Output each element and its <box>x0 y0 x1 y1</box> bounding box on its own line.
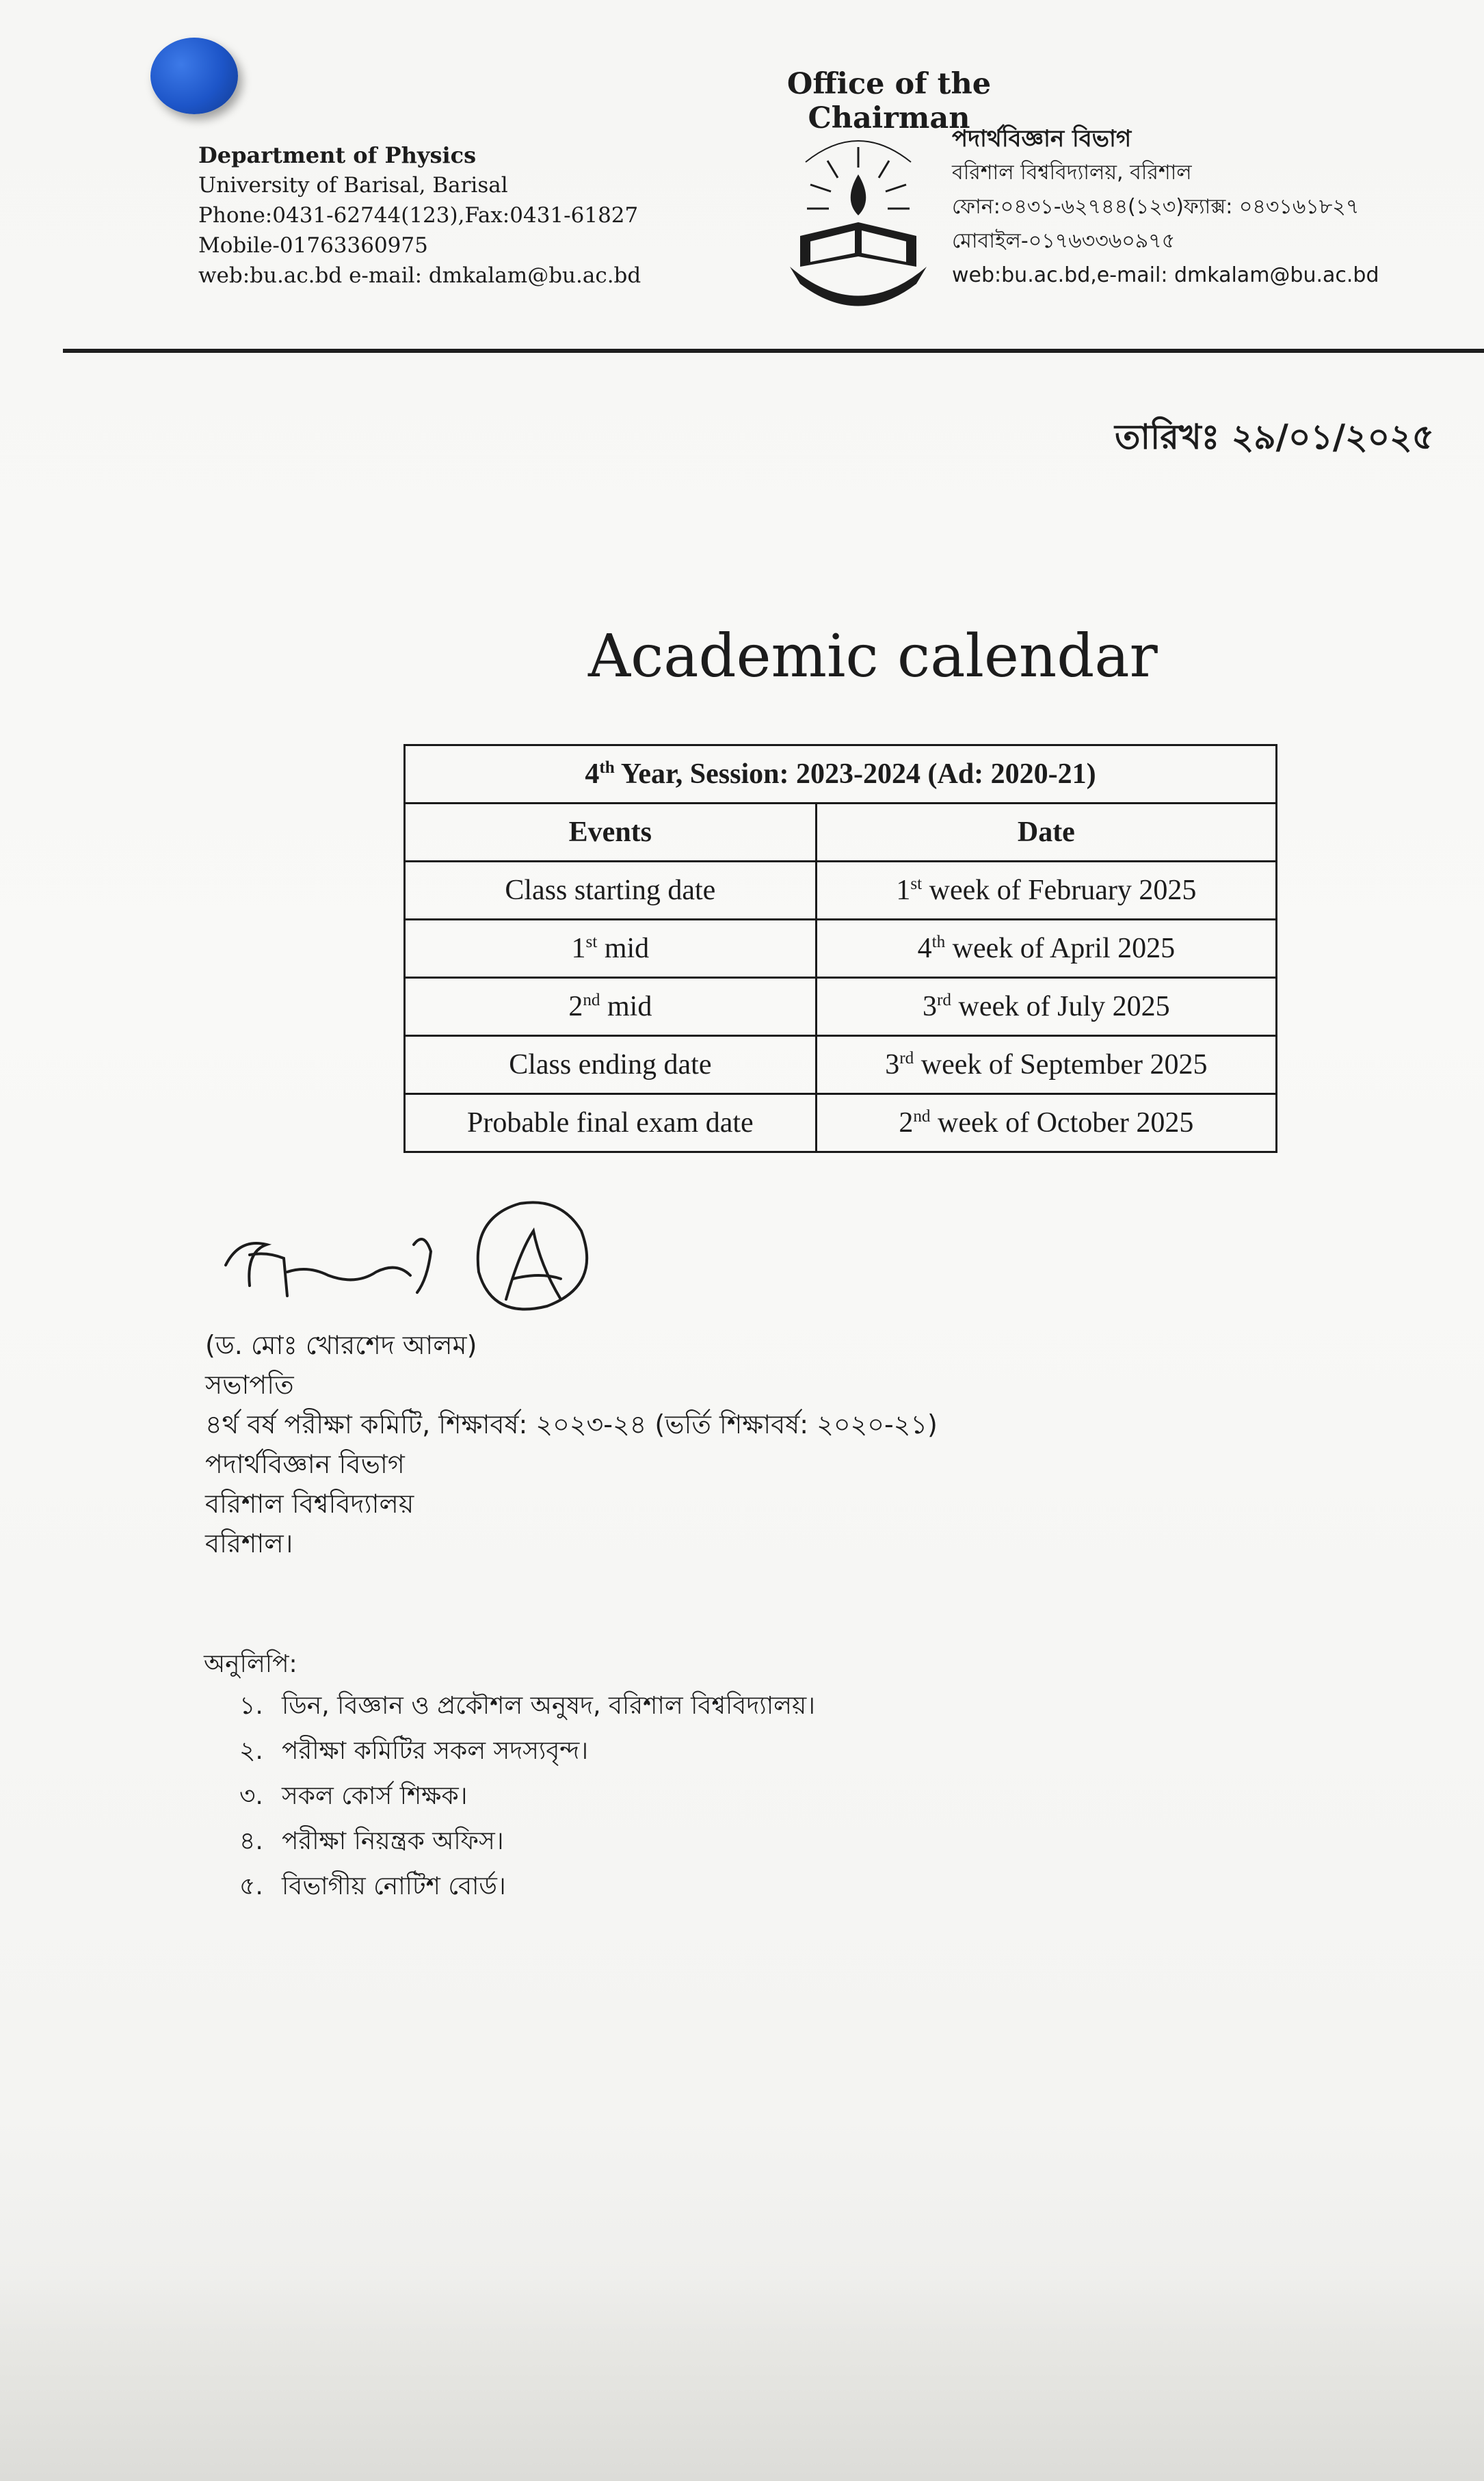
letterhead-bangla <box>952 122 1379 293</box>
date-cell: 3rd week of July 2025 <box>816 978 1276 1036</box>
date-cell: 2nd week of October 2025 <box>816 1094 1276 1152</box>
university-name-en: University of Barisal, Barisal <box>198 173 508 198</box>
mobile-en: Mobile-01763360975 <box>198 233 428 258</box>
signatory-department: পদার্থবিজ্ঞান বিভাগ <box>205 1449 405 1479</box>
date-cell: 3rd week of September 2025 <box>816 1036 1276 1094</box>
list-item: ৫. বিভাগীয় নোটিশ বোর্ড। <box>239 1872 506 1900</box>
office-title: Office of the Chairman <box>786 67 992 135</box>
academic-calendar-table <box>403 744 1277 1153</box>
event-cell: 1st mid <box>405 920 817 978</box>
table-row <box>405 1094 1277 1152</box>
table-row <box>405 978 1277 1036</box>
signatory-committee: ৪র্থ বর্ষ পরীক্ষা কমিটি, শিক্ষাবর্ষ: ২০২৩-২৪ (ভর্তি শিক্ষাবর্ষ: ২০২০-২১) <box>205 1409 938 1439</box>
background-surface <box>0 2277 1484 2481</box>
phone-fax-bn: ফোন:০৪৩১-৬২৭৪৪(১২৩)ফ্যাক্স: ০৪৩১৬১৮২৭ <box>952 195 1360 219</box>
session-heading <box>405 745 1277 804</box>
university-name-bn: বরিশাল বিশ্ববিদ্যালয়, বরিশাল <box>952 161 1192 185</box>
signatory-university: বরিশাল বিশ্ববিদ্যালয় <box>205 1489 414 1519</box>
mobile-bn: মোবাইল-০১৭৬৩৩৬০৯৭৫ <box>952 229 1176 253</box>
column-header-events: Events <box>405 804 817 862</box>
university-seal-logo <box>780 120 937 325</box>
session-year-number: 4 <box>585 758 600 790</box>
list-item: ১. ডিন, বিজ্ঞান ও প্রকৌশল অনুষদ, বরিশাল বিশ্ববিদ্যালয়। <box>239 1692 816 1720</box>
table-row <box>405 920 1277 978</box>
document-title: Academic calendar <box>588 622 1158 691</box>
date-cell: 1st week of February 2025 <box>816 862 1276 920</box>
web-email-bn: web:bu.ac.bd,e-mail: dmkalam@bu.ac.bd <box>952 263 1379 287</box>
session-text: Year, Session: 2023-2024 (Ad: 2020-21) <box>614 758 1096 790</box>
copy-recipients-list <box>239 1684 815 1909</box>
copy-list-title: অনুলিপি: <box>204 1650 297 1678</box>
signatory-city: বরিশাল। <box>205 1528 293 1558</box>
table-row <box>405 862 1277 920</box>
department-name-en: Department of Physics <box>198 142 477 168</box>
event-cell: Probable final exam date <box>405 1094 817 1152</box>
list-item: ২. পরীক্ষা কমিটির সকল সদস্যবৃন্দ। <box>239 1737 589 1765</box>
event-cell: Class starting date <box>405 862 817 920</box>
phone-fax-en: Phone:0431-62744(123),Fax:0431-61827 <box>198 203 639 228</box>
handwritten-signature <box>219 1190 657 1327</box>
signatory-name: (ড. মোঃ খোরশেদ আলম) <box>205 1330 477 1360</box>
list-item: ৩. সকল কোর্স শিক্ষক। <box>239 1782 468 1810</box>
web-email-en: web:bu.ac.bd e-mail: dmkalam@bu.ac.bd <box>198 263 641 288</box>
event-cell: Class ending date <box>405 1036 817 1094</box>
header-divider <box>63 349 1484 353</box>
list-item: ৪. পরীক্ষা নিয়ন্ত্রক অফিস। <box>239 1827 504 1855</box>
column-header-date: Date <box>816 804 1276 862</box>
signatory-block <box>205 1325 938 1563</box>
pushpin-icon <box>150 38 238 114</box>
event-cell: 2nd mid <box>405 978 817 1036</box>
issue-date: তারিখঃ ২৯/০১/২০২৫ <box>1115 417 1435 457</box>
session-year-suffix: th <box>599 758 615 777</box>
letterhead-english <box>198 140 641 291</box>
date-cell: 4th week of April 2025 <box>816 920 1276 978</box>
department-name-bn: পদার্থবিজ্ঞান বিভাগ <box>952 125 1132 152</box>
signatory-designation: সভাপতি <box>205 1370 294 1400</box>
table-row <box>405 1036 1277 1094</box>
